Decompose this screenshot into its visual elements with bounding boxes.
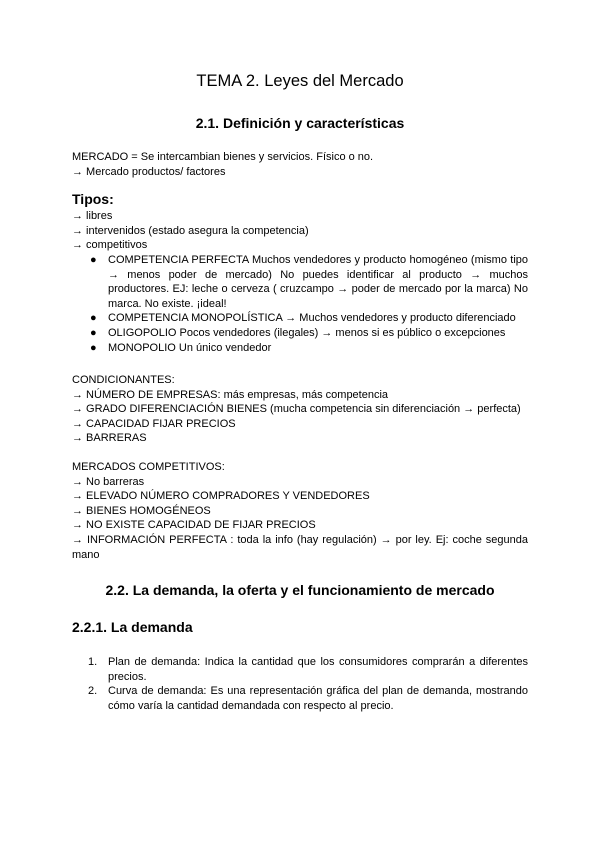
competition-types-list	[72, 253, 528, 355]
mercados-item: → INFORMACIÓN PERFECTA : toda la info (hay regulación) → por ley. Ej: coche segunda mano	[72, 534, 528, 561]
list-item	[72, 655, 528, 684]
list-item	[72, 341, 528, 356]
list-item	[72, 253, 528, 311]
list-item-text: MONOPOLIO Un único vendedor	[108, 341, 272, 354]
condicionantes-item: → NÚMERO DE EMPRESAS: más empresas, más competencia	[72, 388, 389, 401]
list-number: 2.	[88, 685, 98, 698]
list-item-text: Curva de demanda: Es una representación gráfica del plan de demanda, mostrando cómo varía la cantidad demandada con respecto al precio.	[108, 685, 528, 712]
tipos-item: → libres	[72, 210, 113, 222]
intro-line: → Mercado productos/ factores	[72, 165, 226, 178]
list-item-text: OLIGOPOLIO Pocos vendedores (ilegales) → menos si es público o excepciones	[108, 326, 506, 339]
condicionantes-item: → BARRERAS	[72, 432, 147, 445]
list-item	[72, 326, 528, 341]
list-number: 1.	[88, 656, 98, 668]
condicionantes-item: → GRADO DIFERENCIACIÓN BIENES (mucha competencia sin diferenciación → perfecta)	[72, 403, 521, 416]
tipos-heading: Tipos:	[72, 191, 114, 207]
list-item	[72, 684, 528, 713]
bullet-icon: ●	[90, 312, 97, 325]
mercados-heading: MERCADOS COMPETITIVOS:	[72, 461, 225, 473]
page-title: TEMA 2. Leyes del Mercado	[196, 72, 404, 90]
mercados-item: → NO EXISTE CAPACIDAD DE FIJAR PRECIOS	[72, 519, 316, 532]
list-item-text: COMPETENCIA PERFECTA Muchos vendedores y producto homogéneo (mismo tipo → menos poder de mercado) No puedes identificar al producto → muchos productores. EJ: leche o cerveza ( cruzcampo → poder de mercado por la marca) No marca. No existe. ¡ideal!	[108, 254, 528, 310]
tipos-item: → competitivos	[72, 239, 148, 252]
section-heading-2-1: 2.1. Definición y características	[195, 115, 405, 131]
list-item	[72, 311, 528, 326]
bullet-icon: ●	[90, 326, 97, 339]
condicionantes-heading: CONDICIONANTES:	[72, 374, 175, 386]
tipos-item: → intervenidos (estado asegura la competencia)	[72, 224, 309, 237]
bullet-icon: ●	[90, 254, 97, 266]
intro-line: MERCADO = Se intercambian bienes y servicios. Físico o no.	[72, 151, 374, 163]
mercados-item: → No barreras	[72, 475, 145, 488]
list-item-text: Plan de demanda: Indica la cantidad que los consumidores comprarán a diferentes precios.	[108, 656, 528, 683]
demand-numbered-list	[72, 655, 528, 713]
section-heading-2-2-1: 2.2.1. La demanda	[72, 619, 193, 635]
condicionantes-item: → CAPACIDAD FIJAR PRECIOS	[72, 417, 236, 430]
bullet-icon: ●	[90, 341, 97, 354]
section-heading-2-2: 2.2. La demanda, la oferta y el funcionamiento de mercado	[105, 582, 495, 598]
mercados-item: → BIENES HOMOGÉNEOS	[72, 504, 211, 517]
list-item-text: COMPETENCIA MONOPOLÍSTICA → Muchos vendedores y producto diferenciado	[108, 312, 516, 325]
mercados-item: → ELEVADO NÚMERO COMPRADORES Y VENDEDORES	[72, 490, 370, 503]
